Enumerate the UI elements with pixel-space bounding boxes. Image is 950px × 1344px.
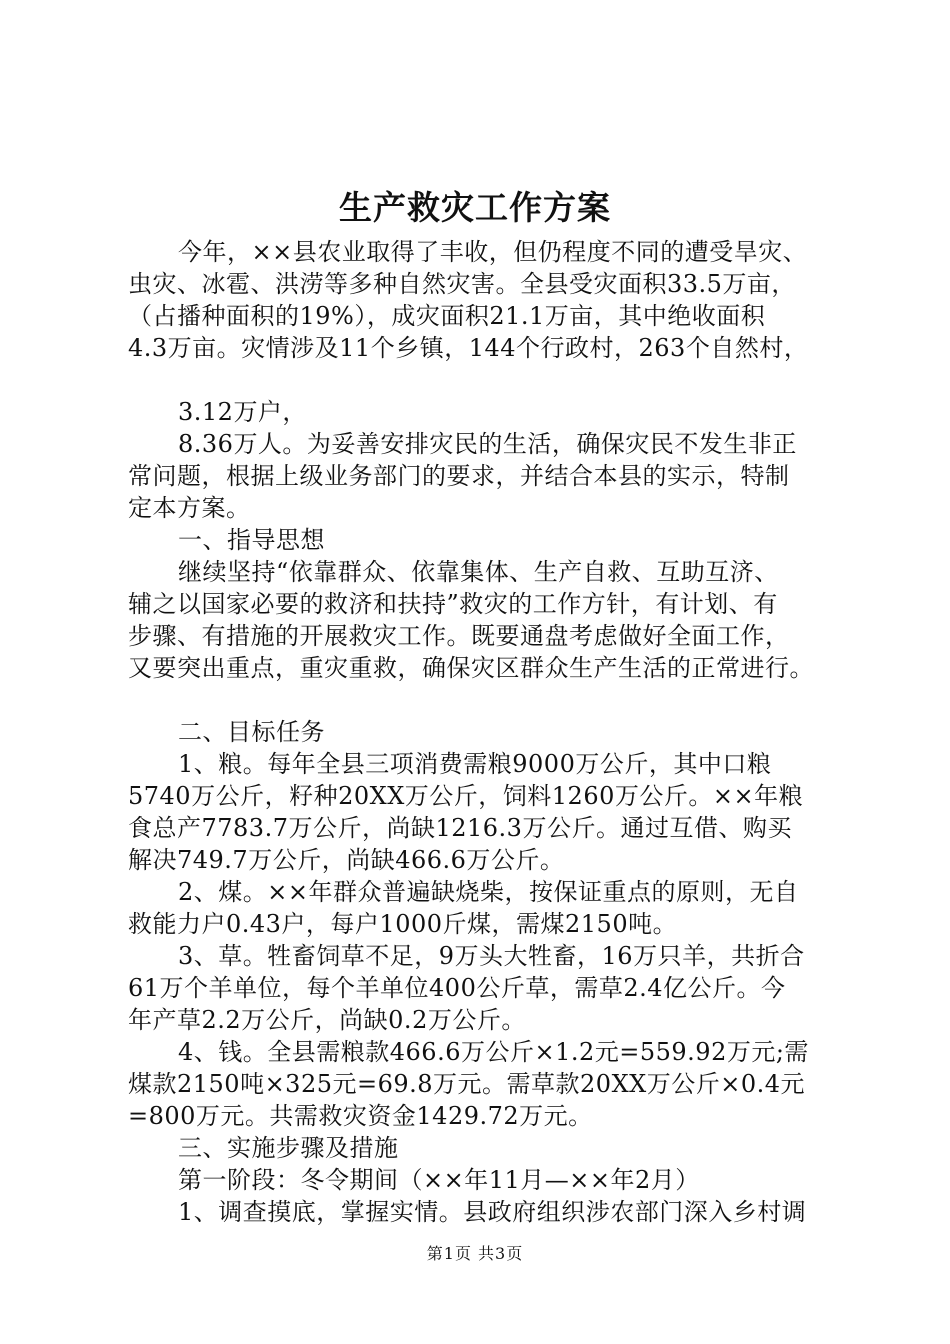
- paragraph-gap: [128, 364, 828, 396]
- body-line: 继续坚持“依靠群众、依靠集体、生产自救、互助互济、: [178, 558, 779, 586]
- section-heading: 三、实施步骤及措施: [178, 1134, 399, 1162]
- body-line: 2、煤。××年群众普遍缺烧柴，按保证重点的原则，无自: [178, 878, 799, 906]
- body-line: 3、草。牲畜饲草不足，9万头大牲畜，16万只羊，共折合: [178, 942, 805, 970]
- body-line: 年产草2.2万公斤，尚缺0.2万公斤。: [128, 1006, 526, 1034]
- body-line: 定本方案。: [128, 494, 251, 522]
- body-line: 3.12万户，: [178, 398, 307, 426]
- body-line: 救能力户0.43户，每户1000斤煤，需煤2150吨。: [128, 910, 678, 938]
- body-line: 第一阶段：冬令期间（××年11月—××年2月）: [178, 1166, 700, 1194]
- paragraph-gap: [128, 684, 828, 716]
- body-line: 4、钱。全县需粮款466.6万公斤×1.2元=559.92万元;需: [178, 1038, 809, 1066]
- section-heading: 二、目标任务: [178, 718, 325, 746]
- document-title: 生产救灾工作方案: [339, 188, 611, 227]
- body-line: 步骤、有措施的开展救灾工作。既要通盘考虑做好全面工作，: [128, 622, 790, 650]
- body-line: 又要突出重点，重灾重救，确保灾区群众生产生活的正常进行。: [128, 654, 814, 682]
- body-line: 辅之以国家必要的救济和扶持”救灾的工作方针，有计划、有: [128, 590, 778, 618]
- section-heading: 一、指导思想: [178, 526, 325, 554]
- page-footer: 第1页 共3页: [426, 1244, 524, 1263]
- body-line: 解决749.7万公斤，尚缺466.6万公斤。: [128, 846, 565, 874]
- body-line: 今年，××县农业取得了丰收，但仍程度不同的遭受旱灾、: [178, 238, 808, 266]
- body-line: （占播种面积的19%），成灾面积21.1万亩，其中绝收面积: [128, 302, 766, 330]
- body-line: 虫灾、冰雹、洪涝等多种自然灾害。全县受灾面积33.5万亩，: [128, 270, 796, 298]
- body-line: 4.3万亩。灾情涉及11个乡镇，144个行政村，263个自然村，: [128, 334, 809, 362]
- body-line: 1、粮。每年全县三项消费需粮9000万公斤，其中口粮: [178, 750, 772, 778]
- body-line: 常问题，根据上级业务部门的要求，并结合本县的实示，特制: [128, 462, 790, 490]
- body-line: =800万元。共需救灾资金1429.72万元。: [128, 1102, 593, 1130]
- body-line: 食总产7783.7万公斤，尚缺1216.3万公斤。通过互借、购买: [128, 814, 792, 842]
- document-body: [128, 236, 828, 1228]
- body-line: 煤款2150吨×325元=69.8万元。需草款20XX万公斤×0.4元: [128, 1070, 806, 1098]
- body-line: 8.36万人。为妥善安排灾民的生活，确保灾民不发生非正: [178, 430, 797, 458]
- body-line: 61万个羊单位，每个羊单位400公斤草，需草2.4亿公斤。今: [128, 974, 786, 1002]
- body-line: 1、调查摸底，掌握实情。县政府组织涉农部门深入乡村调: [178, 1198, 807, 1226]
- body-line: 5740万公斤，籽种20XX万公斤，饲料1260万公斤。××年粮: [128, 782, 804, 810]
